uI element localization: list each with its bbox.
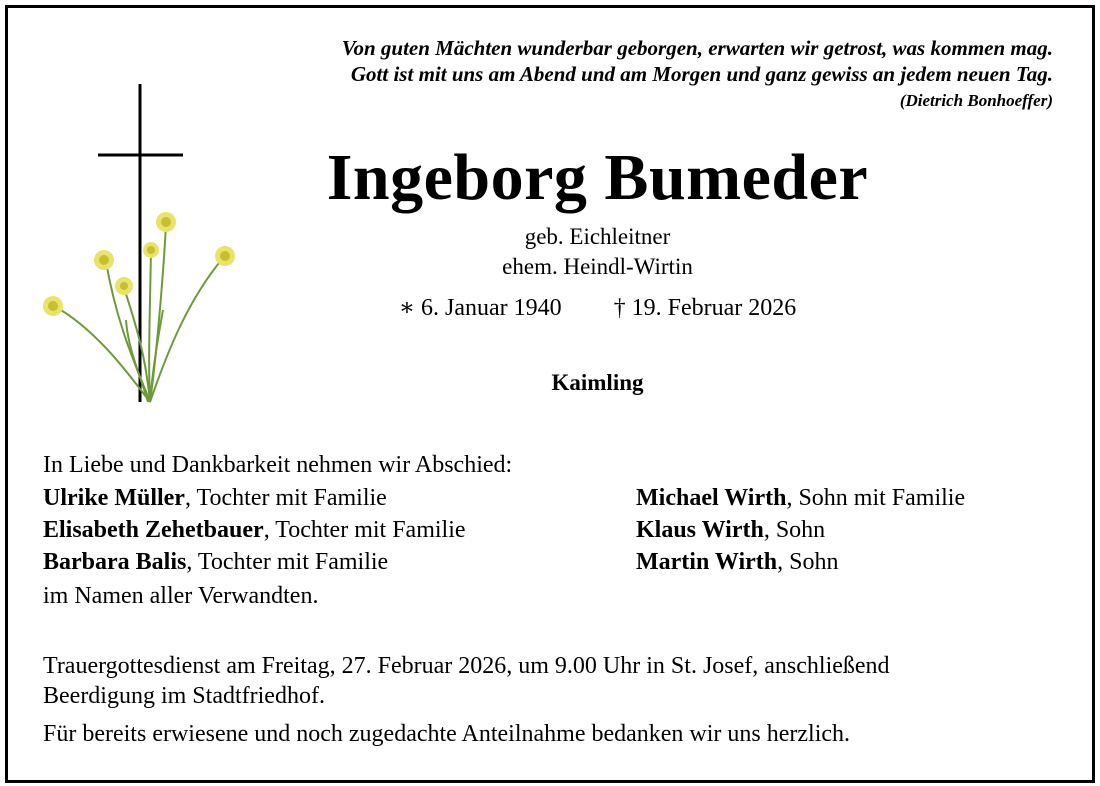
mourner-relation: , Tochter mit Familie bbox=[184, 485, 387, 511]
life-dates bbox=[0, 293, 1100, 322]
thanks-text: Für bereits erwiesene und noch zugedachte Anteilnahme bedanken wir uns herzlich. bbox=[43, 721, 851, 747]
quote-author: (Dietrich Bonhoeffer) bbox=[899, 91, 1053, 110]
mourner-name: Elisabeth Zehetbauer bbox=[43, 517, 264, 543]
mourner-name: Martin Wirth bbox=[636, 549, 778, 575]
mourner-relation: , Tochter mit Familie bbox=[263, 517, 466, 543]
service-line-1: Trauergottesdienst am Freitag, 27. Februar 2026, um 9.00 Uhr in St. Josef, anschließend bbox=[43, 653, 890, 679]
mourner-left-1 bbox=[43, 485, 387, 512]
mourner-relation: , Tochter mit Familie bbox=[186, 549, 389, 575]
mourner-right-3 bbox=[636, 549, 838, 576]
mourner-right-1 bbox=[636, 485, 965, 512]
mourner-name: Barbara Balis bbox=[43, 549, 187, 575]
mourner-name: Ulrike Müller bbox=[43, 485, 185, 511]
mourner-name: Klaus Wirth bbox=[636, 517, 764, 543]
birth-symbol: ∗ bbox=[398, 295, 416, 321]
quote-line-2: Gott ist mit uns am Abend und am Morgen und ganz gewiss an jedem neuen Tag. bbox=[350, 62, 1053, 86]
mourner-relation: , Sohn mit Familie bbox=[786, 485, 966, 511]
death-symbol: † bbox=[613, 295, 626, 321]
deceased-name: Ingeborg Bumeder bbox=[326, 141, 869, 214]
mourners-intro: In Liebe und Dankbarkeit nehmen wir Abschied: bbox=[43, 452, 513, 478]
maiden-name: geb. Eichleitner bbox=[524, 224, 671, 249]
place-name: Kaimling bbox=[551, 370, 644, 395]
mourners-closing: im Namen aller Verwandten. bbox=[43, 583, 319, 609]
mourner-name: Michael Wirth bbox=[636, 485, 787, 511]
mourner-relation: , Sohn bbox=[777, 549, 839, 575]
birth-date: 6. Januar 1940 bbox=[421, 295, 562, 321]
mourner-relation: , Sohn bbox=[763, 517, 826, 543]
quote-line-1: Von guten Mächten wunderbar geborgen, erwarten wir getrost, was kommen mag. bbox=[341, 36, 1053, 60]
mourner-left-2 bbox=[43, 517, 466, 544]
former-title: ehem. Heindl-Wirtin bbox=[502, 254, 693, 279]
service-line-2: Beerdigung im Stadtfriedhof. bbox=[43, 683, 325, 709]
mourner-left-3 bbox=[43, 549, 388, 576]
mourner-right-2 bbox=[636, 517, 825, 544]
death-date: 19. Februar 2026 bbox=[631, 295, 797, 321]
